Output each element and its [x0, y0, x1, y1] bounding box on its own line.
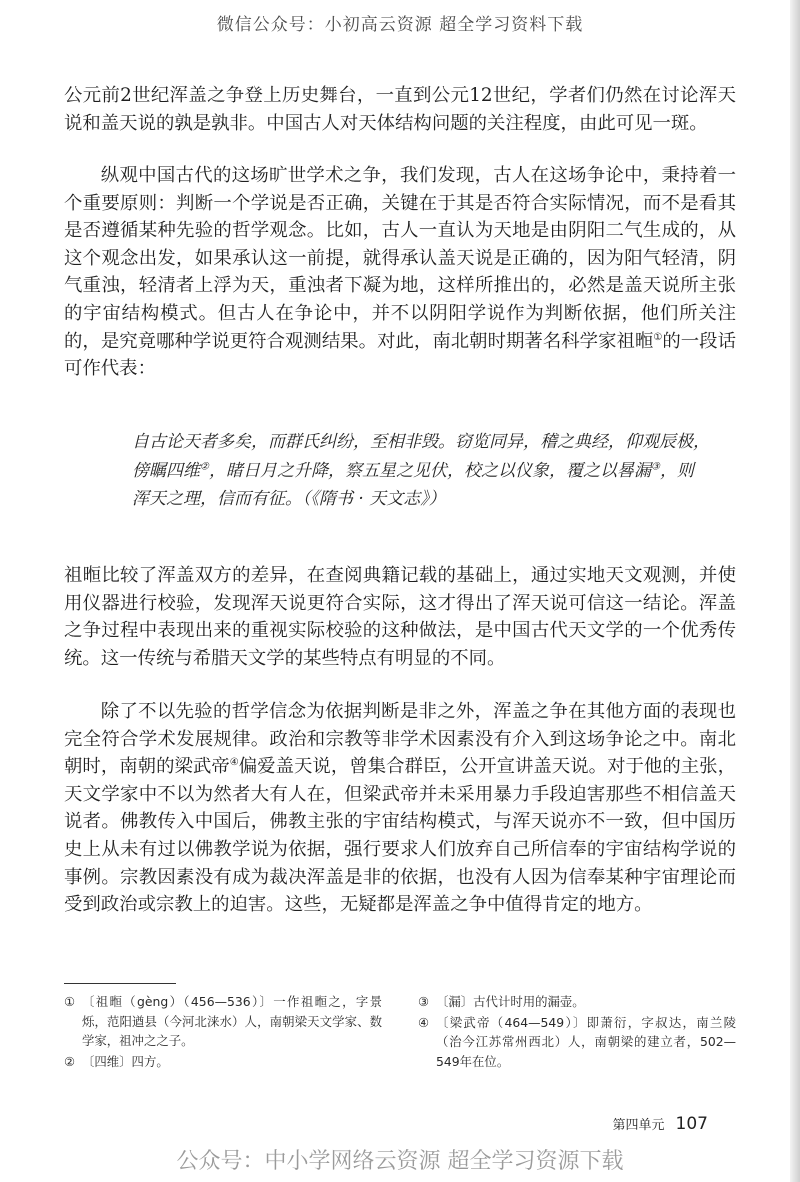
unit-label: 第四单元 — [612, 1118, 665, 1133]
page-folio — [612, 1114, 708, 1134]
footnote-4-text: 〔梁武帝（464—549）〕即萧衍，字叔达，南兰陵（治今江苏常州西北）人，南朝梁的建立者，502—549年在位。 — [436, 1014, 736, 1069]
quote-part-3: ，则浑天之理，信而有征。（《隋书 · 天文志》） — [132, 460, 694, 509]
footnote-3-text: 〔漏〕古代计时用的漏壶。 — [436, 994, 585, 1009]
footnote-ref-1: ① — [653, 331, 663, 343]
paragraph-4 — [64, 698, 736, 919]
footnote-ref-4: ④ — [229, 757, 239, 769]
footnote-ref-2: ② — [200, 460, 209, 472]
paragraph-1: 公元前2世纪浑盖之争登上历史舞台，一直到公元12世纪，学者们仍然在讨论浑天说和盖天说的孰是孰非。中国古人对天体结构问题的关注程度，由此可见一斑。 — [64, 85, 736, 134]
footnote-ref-3: ③ — [650, 460, 660, 472]
footer-watermark: 公众号：中小学网络云资源 超全学习资源下载 — [176, 1149, 624, 1174]
footnote-2-mark: ② — [64, 1053, 76, 1069]
classical-quote — [98, 428, 710, 514]
footnotes-left-column — [64, 992, 382, 1072]
paragraph-3: 祖暅比较了浑盖双方的差异，在查阅典籍记载的基础上，通过实地天文观测，并使用仪器进行校验，发现浑天说更符合实际，这才得出了浑天说可信这一结论。浑盖之争过程中表现出来的重视实际校验的这种做法，是中国古代天文学的一个优秀传统。这一传统与希腊天文学的某些特点有明显的不同。 — [64, 565, 736, 669]
paragraph-2-text: 纵观中国古代的这场旷世学术之争，我们发现，古人在这场争论中，秉持着一个重要原则：判断一个学说是否正确，关键在于其是否符合实际情况，而不是看其是否遵循某种先验的哲学观念。比如，古人一直认为天地是由阴阳二气生成的，从这个观念出发，如果承认这一前提，就得承认盖天说是正确的，因为阳气轻清，阴气重浊，轻清者上浮为天，重浊者下凝为地，这样所推出的，必然是盖天说所主张的宇宙结构模式。但古人在争论中，并不以阴阳学说作为判断依据，他们所关注的，是究竟哪种学说更符合观测结果。对此，南北朝时期著名科学家祖暅 — [64, 165, 736, 352]
quote-body — [98, 428, 710, 514]
header-watermark: 微信公众号：小初高云资源 超全学习资料下载 — [216, 15, 584, 35]
footnote-1 — [64, 992, 382, 1051]
footnote-3 — [418, 992, 736, 1012]
footnotes-right-column — [418, 992, 736, 1072]
footnote-1-text: 〔祖暅（gèng）（456—536）〕一作祖暅之，字景烁，范阳遒县（今河北涞水）人，南朝梁天文学家、数学家，祖冲之之子。 — [82, 994, 382, 1048]
footnote-3-mark: ③ — [418, 994, 430, 1009]
paragraph-2-tail: 的一段话可作代表： — [64, 330, 736, 380]
quote-part-1: 自古论天者多矣，而群氏纠纷，至相非毁。窃览同异，稽之典经，仰观辰极，傍瞩四维 — [132, 432, 710, 481]
page-number: 107 — [675, 1114, 708, 1134]
page-edge-shadow — [790, 0, 800, 1182]
footnote-4 — [418, 1013, 736, 1072]
paragraph-4-text-a: 除了不以先验的哲学信念为依据判断是非之外，浑盖之争在其他方面的表现也完全符合学术发展规律。政治和宗教等非学术因素没有介入到这场争论之中。南北朝时，南朝的梁武帝 — [64, 701, 736, 778]
footnote-1-mark: ① — [64, 994, 76, 1009]
footnote-divider — [64, 983, 176, 984]
quote-part-2: ，睹日月之升降，察五星之见伏，校之以仪象，覆之以晷漏 — [208, 460, 651, 481]
paragraph-2 — [64, 162, 736, 383]
footnote-2 — [64, 1052, 382, 1072]
paragraph-4-text-b: 偏爱盖天说，曾集合群臣，公开宣讲盖天说。对于他的主张，天文学家中不以为然者大有人在，但梁武帝并未采用暴力手段迫害那些不相信盖天说者。佛教传入中国后，佛教主张的宇宙结构模式，与浑天说亦不一致，但中国历史上从未有过以佛教学说为依据，强行要求人们放弃自己所信奉的宇宙结构学说的事例。宗教因素没有成为裁决浑盖是非的依据，也没有人因为信奉某种宇宙理论而受到政治或宗教上的迫害。这些，无疑都是浑盖之争中值得肯定的地方。 — [64, 756, 736, 916]
footnote-2-text: 〔四维〕四方。 — [82, 1053, 169, 1069]
footnote-4-mark: ④ — [418, 1014, 430, 1030]
